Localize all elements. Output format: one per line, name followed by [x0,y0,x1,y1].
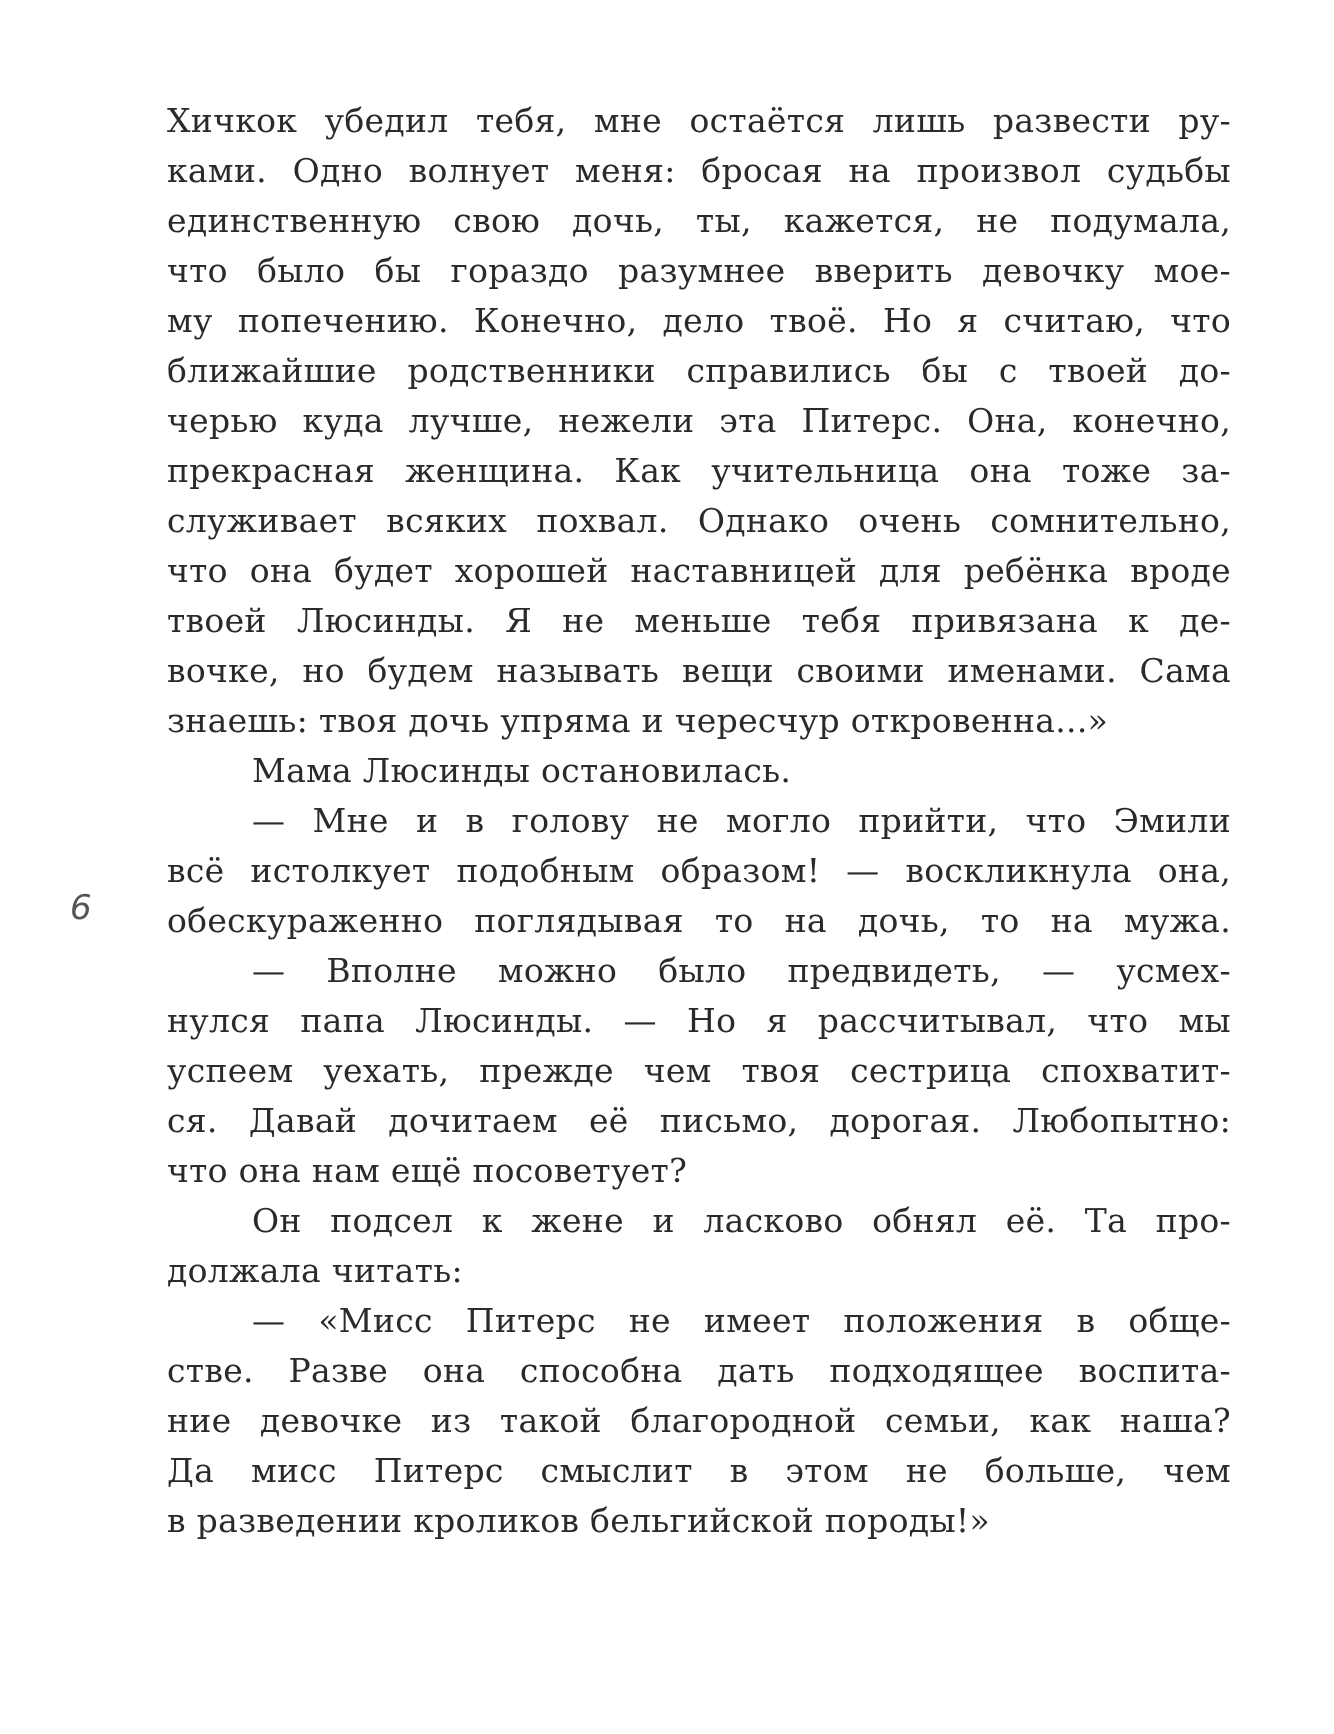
text-line: должала читать: [167,1251,463,1290]
text-line: что она нам ещё посоветует? [167,1151,688,1190]
text-line: Да мисс Питерс смыслит в этом не больше, чем [167,1451,1231,1490]
text-line: успеем уехать, прежде чем твоя сестрица спохватит- [167,1051,1231,1090]
text-line: вочке, но будем называть вещи своими именами. Сама [167,651,1231,690]
body-text [167,96,1231,1546]
text-line: Хичкок убедил тебя, мне остаётся лишь развести ру- [167,101,1231,140]
text-line: что она будет хорошей наставницей для ребёнка вроде [167,551,1231,590]
text-line: черью куда лучше, нежели эта Питерс. Она, конечно, [167,401,1231,440]
text-line: — Вполне можно было предвидеть, — усмех- [252,951,1231,990]
text-line: обескураженно поглядывая то на дочь, то на мужа. [167,901,1231,940]
text-line: всё истолкует подобным образом! — воскликнула она, [167,851,1231,890]
text-line: Мама Люсинды остановилась. [252,751,792,790]
text-line: служивает всяких похвал. Однако очень сомнительно, [167,501,1231,540]
text-line: прекрасная женщина. Как учительница она тоже за- [167,451,1231,490]
text-line: — «Мисс Питерс не имеет положения в обще- [252,1301,1231,1340]
text-line: — Мне и в голову не могло прийти, что Эмили [252,801,1231,840]
page-number: 6 [70,888,92,928]
text-line: ближайшие родственники справились бы с твоей до- [167,351,1231,390]
text-line: стве. Разве она способна дать подходящее воспита- [167,1351,1231,1390]
text-line: знаешь: твоя дочь упряма и чересчур откровенна...» [167,701,1109,740]
text-line: ками. Одно волнует меня: бросая на произвол судьбы [167,151,1231,190]
text-line: единственную свою дочь, ты, кажется, не подумала, [167,201,1231,240]
text-line: в разведении кроликов бельгийской породы!» [167,1501,990,1540]
text-line: Он подсел к жене и ласково обнял её. Та про- [252,1201,1231,1240]
text-line: нулся папа Люсинды. — Но я рассчитывал, что мы [167,1001,1231,1040]
text-line: ся. Давай дочитаем её письмо, дорогая. Любопытно: [167,1101,1231,1140]
text-line: му попечению. Конечно, дело твоё. Но я считаю, что [167,301,1231,340]
text-line: что было бы гораздо разумнее вверить девочку мое- [167,251,1231,290]
text-line: твоей Люсинды. Я не меньше тебя привязана к де- [167,601,1231,640]
text-line: ние девочке из такой благородной семьи, как наша? [167,1401,1231,1440]
